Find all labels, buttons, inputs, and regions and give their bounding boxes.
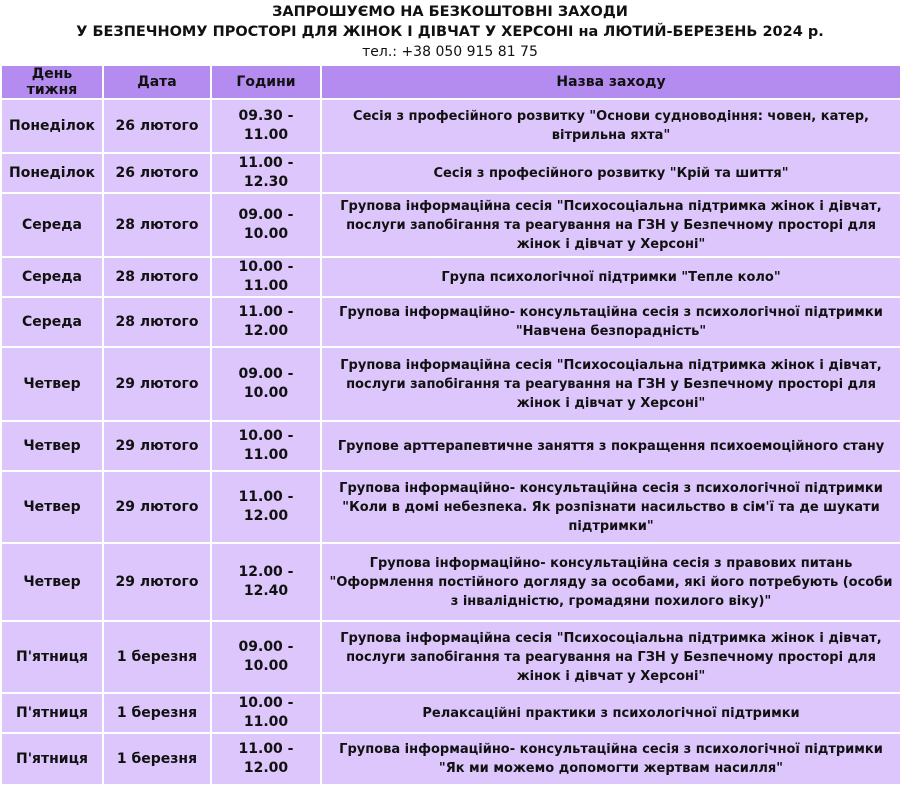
column-header-event: Назва заходу [321, 65, 900, 99]
cell-date: 1 березня [103, 621, 211, 693]
cell-day: Середа [1, 297, 103, 347]
cell-day: Четвер [1, 347, 103, 421]
cell-date: 28 лютого [103, 297, 211, 347]
table-row [1, 733, 900, 785]
cell-date: 26 лютого [103, 99, 211, 153]
table-row [1, 257, 900, 297]
cell-day: Середа [1, 193, 103, 257]
cell-event: Сесія з професійного розвитку "Крій та шиття" [321, 153, 900, 193]
cell-day: Четвер [1, 471, 103, 543]
cell-date: 29 лютого [103, 471, 211, 543]
table-row [1, 347, 900, 421]
cell-date: 28 лютого [103, 257, 211, 297]
column-header-date: Дата [103, 65, 211, 99]
table-body [1, 99, 900, 785]
table-row [1, 621, 900, 693]
table-row [1, 471, 900, 543]
cell-time: 09.30 - 11.00 [211, 99, 321, 153]
cell-event: Групова інформаційно- консультаційна сесія з психологічної підтримки "Навчена безпорадність" [321, 297, 900, 347]
cell-time: 09.00 - 10.00 [211, 347, 321, 421]
cell-day: Понеділок [1, 153, 103, 193]
cell-event: Групове арттерапевтичне заняття з покращення психоемоційного стану [321, 421, 900, 471]
cell-time: 11.00 - 12.00 [211, 297, 321, 347]
cell-date: 29 лютого [103, 421, 211, 471]
cell-event: Групова інформаційна сесія "Психосоціальна підтримка жінок і дівчат, послуги запобігання та реагування на ГЗН у Безпечному просторі для жінок і дівчат у Херсоні" [321, 193, 900, 257]
cell-time: 12.00 - 12.40 [211, 543, 321, 621]
cell-event: Група психологічної підтримки "Тепле коло" [321, 257, 900, 297]
cell-time: 10.00 - 11.00 [211, 257, 321, 297]
table-row [1, 153, 900, 193]
cell-event: Групова інформаційна сесія "Психосоціальна підтримка жінок і дівчат, послуги запобігання та реагування на ГЗН у Безпечному просторі для жінок і дівчат у Херсоні" [321, 347, 900, 421]
cell-time: 11.00 - 12.00 [211, 733, 321, 785]
cell-date: 29 лютого [103, 543, 211, 621]
header-phone: тел.: +38 050 915 81 75 [362, 44, 538, 60]
table-header-row [1, 65, 900, 99]
cell-day: Середа [1, 257, 103, 297]
cell-time: 10.00 - 11.00 [211, 693, 321, 733]
table-row [1, 693, 900, 733]
header-title-line1: ЗАПРОШУЄМО НА БЕЗКОШТОВНІ ЗАХОДИ [272, 4, 628, 20]
cell-time: 09.00 - 10.00 [211, 621, 321, 693]
cell-event: Групова інформаційно- консультаційна сесія з психологічної підтримки "Коли в домі небезпека. Як розпізнати насильство в сім'ї та де шукати підтримки" [321, 471, 900, 543]
cell-time: 11.00 - 12.30 [211, 153, 321, 193]
cell-date: 29 лютого [103, 347, 211, 421]
header-title-line2: У БЕЗПЕЧНОМУ ПРОСТОРІ ДЛЯ ЖІНОК І ДІВЧАТ У ХЕРСОНІ на ЛЮТИЙ-БЕРЕЗЕНЬ 2024 р. [76, 24, 824, 40]
cell-time: 10.00 - 11.00 [211, 421, 321, 471]
cell-event: Групова інформаційно- консультаційна сесія з психологічної підтримки "Як ми можемо допомогти жертвам насилля" [321, 733, 900, 785]
cell-event: Релаксаційні практики з психологічної підтримки [321, 693, 900, 733]
cell-day: П'ятниця [1, 693, 103, 733]
cell-day: П'ятниця [1, 621, 103, 693]
cell-event: Групова інформаційно- консультаційна сесія з правових питань "Оформлення постійного догляду за особами, які його потребують (особи з інвалідністю, громадяни похилого віку)" [321, 543, 900, 621]
table-row [1, 421, 900, 471]
table-row [1, 543, 900, 621]
cell-date: 26 лютого [103, 153, 211, 193]
cell-event: Групова інформаційна сесія "Психосоціальна підтримка жінок і дівчат, послуги запобігання та реагування на ГЗН у Безпечному просторі для жінок і дівчат у Херсоні" [321, 621, 900, 693]
schedule-table [0, 64, 900, 786]
table-row [1, 99, 900, 153]
cell-date: 1 березня [103, 733, 211, 785]
cell-day: Четвер [1, 543, 103, 621]
column-header-day: День тижня [1, 65, 103, 99]
cell-date: 28 лютого [103, 193, 211, 257]
cell-day: Понеділок [1, 99, 103, 153]
cell-day: Четвер [1, 421, 103, 471]
page-header [0, 0, 900, 64]
cell-event: Сесія з професійного розвитку "Основи судноводіння: човен, катер, вітрильна яхта" [321, 99, 900, 153]
cell-time: 11.00 - 12.00 [211, 471, 321, 543]
cell-day: П'ятниця [1, 733, 103, 785]
cell-time: 09.00 - 10.00 [211, 193, 321, 257]
cell-date: 1 березня [103, 693, 211, 733]
table-row [1, 193, 900, 257]
column-header-time: Години [211, 65, 321, 99]
table-row [1, 297, 900, 347]
